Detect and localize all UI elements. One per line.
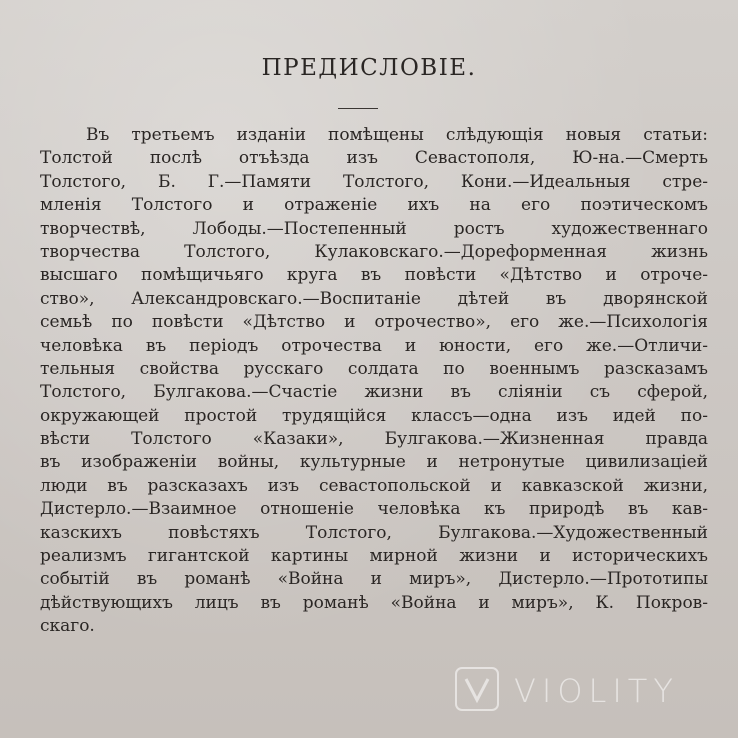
text-line: Толстого, Булгакова.—Счастіе жизни въ сліяніи съ сферой, xyxy=(40,382,708,403)
text-line: мленія Толстого и отраженіе ихъ на его поэтическомъ xyxy=(40,195,708,216)
preface-text xyxy=(40,124,708,639)
text-line: вѣсти Толстого «Казаки», Булгакова.—Жизненная правда xyxy=(40,429,708,450)
text-line: казскихъ повѣстяхъ Толстого, Булгакова.—Художественный xyxy=(40,522,708,543)
text-line: творчества Толстого, Кулаковскаго.—Дореформенная жизнь xyxy=(40,241,708,262)
watermark-text: VIOLITY xyxy=(514,672,679,710)
text-line: творчествѣ, Лободы.—Постепенный ростъ художественнаго xyxy=(40,218,708,239)
watermark xyxy=(454,664,734,724)
text-line: Толстого, Б. Г.—Памяти Толстого, Кони.—Идеальныя стре- xyxy=(40,171,708,192)
text-line: человѣка въ періодъ отрочества и юности, его же.—Отличи- xyxy=(40,335,708,356)
text-line: окружающей простой трудящійся классъ—одна изъ идей по- xyxy=(40,405,708,426)
text-line: Толстой послѣ отъѣзда изъ Севастополя, Ю-на.—Смерть xyxy=(40,148,708,169)
text-line: скаго. xyxy=(40,616,95,637)
text-line: тельныя свойства русскаго солдата по военнымъ разсказамъ xyxy=(40,358,708,379)
text-line: дѣйствующихъ лицъ въ романѣ «Война и миръ», К. Покров- xyxy=(40,592,708,613)
title-divider xyxy=(338,108,378,109)
text-line: ство», Александровскаго.—Воспитаніе дѣтей въ дворянской xyxy=(40,288,708,309)
text-line: семьѣ по повѣсти «Дѣтство и отрочество», его же.—Психологія xyxy=(40,312,708,333)
text-line: высшаго помѣщичьяго круга въ повѣсти «Дѣтство и отроче- xyxy=(40,265,708,286)
text-line: Въ третьемъ изданіи помѣщены слѣдующія новыя статьи: xyxy=(86,125,708,145)
text-line: въ изображеніи войны, культурные и нетронутые цивилизаціей xyxy=(40,452,708,473)
text-line: Дистерло.—Взаимное отношеніе человѣка къ природѣ въ кав- xyxy=(40,499,708,520)
text-line: реализмъ гигантской картины мирной жизни и историческихъ xyxy=(40,546,708,567)
violity-logo-icon xyxy=(454,666,500,712)
text-line: люди въ разсказахъ изъ севастопольской и кавказской жизни, xyxy=(40,475,708,496)
text-line: событій въ романѣ «Война и миръ», Дистерло.—Прототипы xyxy=(40,569,708,590)
page-title: ПРЕДИСЛОВІЕ. xyxy=(261,55,477,81)
